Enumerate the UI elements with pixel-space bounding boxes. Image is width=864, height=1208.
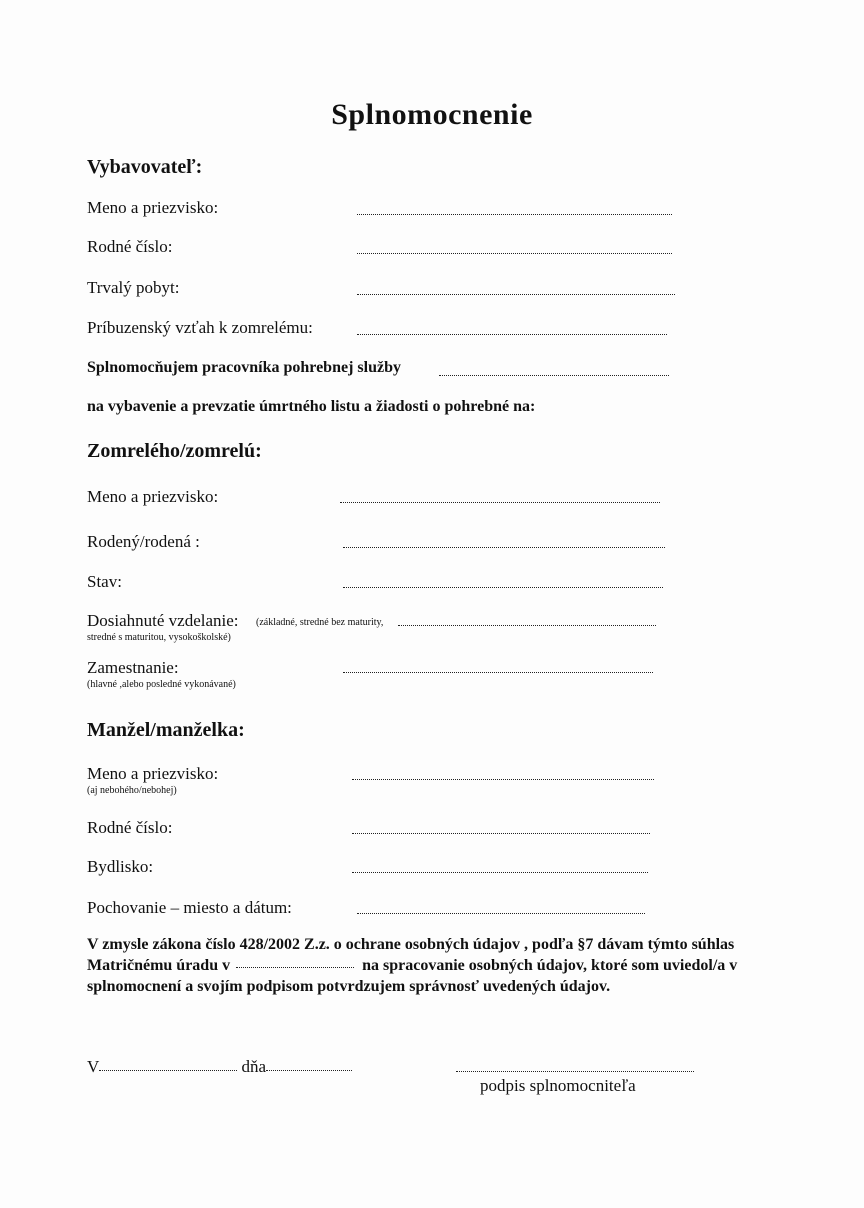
deceased-heading: Zomrelého/zomrelú:: [87, 440, 262, 462]
document-title: Splnomocnenie: [331, 98, 533, 131]
consent-paragraph: [87, 934, 777, 997]
applicant-relation-label: Príbuzenský vzťah k zomrelému:: [87, 318, 313, 337]
deceased-name-label: Meno a priezvisko:: [87, 487, 219, 506]
employment-hint: (hlavné ,alebo posledné vykonávané): [87, 679, 236, 690]
applicant-birth-number-label: Rodné číslo:: [87, 237, 173, 256]
date-prefix: dňa: [241, 1057, 267, 1076]
spouse-name-label: Meno a priezvisko:: [87, 764, 219, 783]
deceased-education-label: Dosiahnuté vzdelanie:: [87, 611, 239, 630]
place-prefix: V: [87, 1057, 100, 1076]
education-hint-2: stredné s maturitou, vysokoškolské): [87, 632, 231, 643]
applicant-relation-field[interactable]: [357, 334, 667, 335]
applicant-name-field[interactable]: [357, 214, 672, 215]
authorization-line: Splnomocňujem pracovníka pohrebnej služby: [87, 359, 401, 376]
spouse-birth-number-field[interactable]: [352, 833, 650, 834]
spouse-burial-label: Pochovanie – miesto a dátum:: [87, 898, 292, 917]
spouse-residence-label: Bydlisko:: [87, 857, 154, 876]
deceased-employment-field[interactable]: [343, 672, 653, 673]
spouse-burial-field[interactable]: [357, 913, 645, 914]
deceased-name-field[interactable]: [340, 502, 660, 503]
applicant-residence-field[interactable]: [357, 294, 675, 295]
date-field[interactable]: [266, 1070, 352, 1071]
applicant-heading: Vybavovateľ:: [87, 156, 203, 178]
applicant-residence-label: Trvalý pobyt:: [87, 278, 180, 297]
consent-text-part2: na spracovanie osobných údajov, ktoré som uviedol/a v splnomocnení a svojím podpisom potvrdzujem správnosť uvedených údajov.: [87, 957, 738, 995]
authorized-worker-field[interactable]: [439, 375, 669, 376]
deceased-born-field[interactable]: [343, 547, 665, 548]
deceased-status-field[interactable]: [343, 587, 663, 588]
spouse-heading: Manžel/manželka:: [87, 719, 245, 741]
applicant-birth-number-field[interactable]: [357, 253, 672, 254]
deceased-employment-label: Zamestnanie:: [87, 658, 179, 677]
deceased-education-field[interactable]: [398, 625, 656, 626]
place-field[interactable]: [99, 1070, 237, 1071]
deceased-status-label: Stav:: [87, 572, 122, 591]
spouse-name-field[interactable]: [352, 779, 654, 780]
spouse-residence-field[interactable]: [352, 872, 648, 873]
registry-office-field[interactable]: [236, 967, 354, 968]
signature-field[interactable]: [456, 1071, 694, 1072]
education-hint-1: (základné, stredné bez maturity,: [256, 617, 384, 628]
deceased-born-label: Rodený/rodená :: [87, 532, 200, 551]
place-date-line: [87, 1057, 352, 1077]
authorization-purpose: na vybavenie a prevzatie úmrtného listu a žiadosti o pohrebné na:: [87, 398, 536, 415]
spouse-birth-number-label: Rodné číslo:: [87, 818, 173, 837]
applicant-name-label: Meno a priezvisko:: [87, 198, 219, 217]
consent-text-part1: V zmysle zákona číslo 428/2002 Z.z. o ochrane osobných údajov , podľa §7 dávam týmto súhlas Matričnému úradu v: [87, 936, 735, 974]
signer-label: podpis splnomocniteľa: [480, 1076, 636, 1095]
spouse-name-hint: (aj nebohého/nebohej): [87, 785, 177, 796]
